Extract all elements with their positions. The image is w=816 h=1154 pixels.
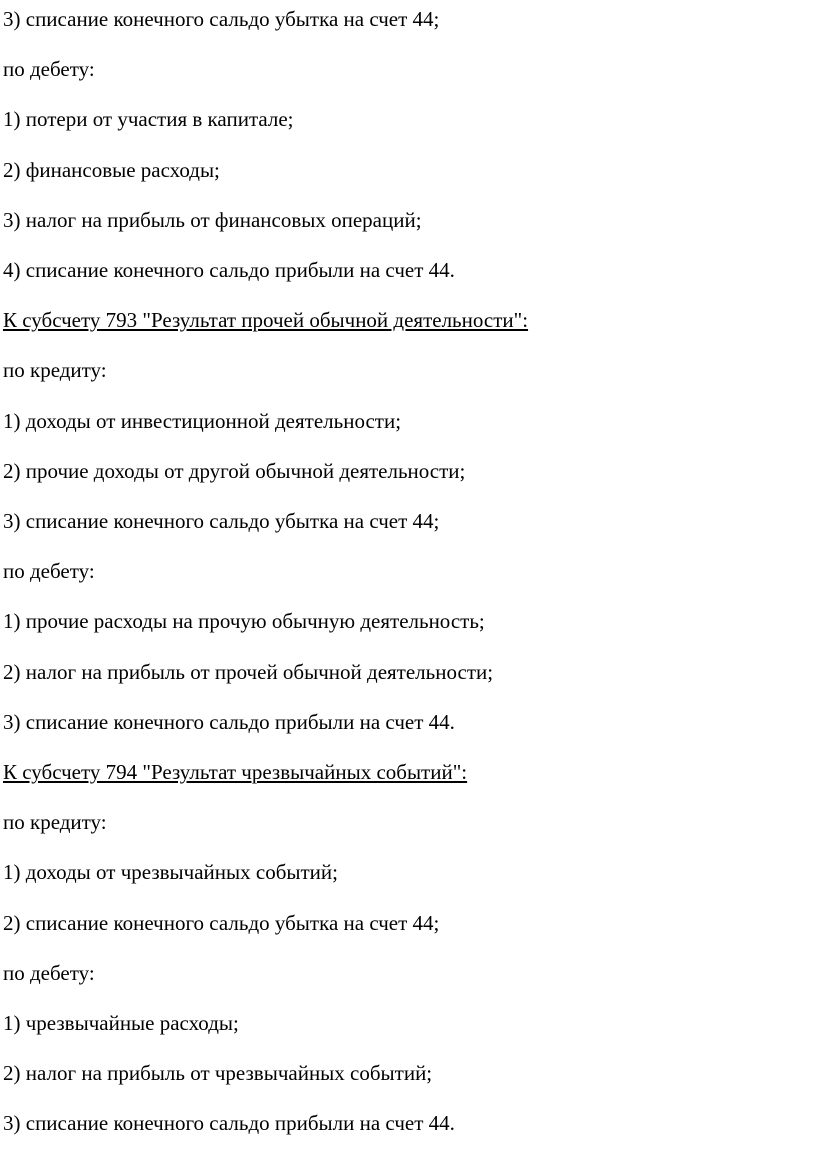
text-line: по дебету: — [3, 57, 95, 81]
text-line: 3) списание конечного сальдо убытка на счет 44; — [3, 509, 440, 533]
section-heading: К субсчету 794 "Результат чрезвычайных событий": — [3, 760, 468, 784]
text-line: 3) налог на прибыль от финансовых операций; — [3, 208, 422, 232]
text-line: 1) доходы от чрезвычайных событий; — [3, 860, 338, 884]
text-line: 2) финансовые расходы; — [3, 158, 220, 182]
text-line: 4) списание конечного сальдо прибыли на счет 44. — [3, 258, 455, 282]
text-line: по дебету: — [3, 961, 95, 985]
text-line: 3) списание конечного сальдо прибыли на счет 44. — [3, 1111, 455, 1135]
text-line: 3) списание конечного сальдо прибыли на счет 44. — [3, 710, 455, 734]
text-line: 1) чрезвычайные расходы; — [3, 1011, 239, 1035]
text-line: по дебету: — [3, 559, 95, 583]
text-line: 2) списание конечного сальдо убытка на счет 44; — [3, 911, 440, 935]
section-heading: К субсчету 793 "Результат прочей обычной деятельности": — [3, 308, 529, 332]
text-line: 1) доходы от инвестиционной деятельности; — [3, 409, 402, 433]
text-line: 2) налог на прибыль от прочей обычной деятельности; — [3, 660, 494, 684]
text-line: 2) прочие доходы от другой обычной деятельности; — [3, 459, 466, 483]
text-line: 1) прочие расходы на прочую обычную деятельность; — [3, 609, 485, 633]
text-line: по кредиту: — [3, 810, 107, 834]
text-line: по кредиту: — [3, 358, 107, 382]
text-line: 3) списание конечного сальдо убытка на счет 44; — [3, 7, 440, 31]
text-line: 2) налог на прибыль от чрезвычайных событий; — [3, 1061, 433, 1085]
text-line: 1) потери от участия в капитале; — [3, 107, 294, 131]
